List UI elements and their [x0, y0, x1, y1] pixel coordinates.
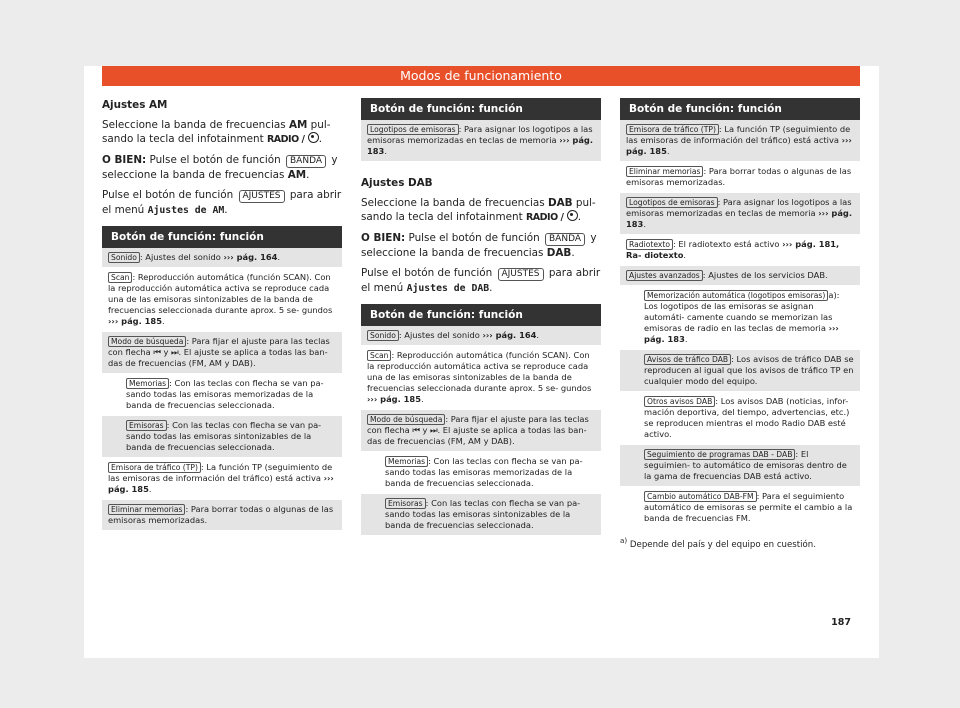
table-rows	[620, 120, 860, 529]
table-row	[620, 445, 860, 487]
function-key-label[interactable]: Sonido	[367, 330, 399, 341]
settings-button[interactable]: AJUSTES	[239, 190, 285, 203]
page-reference[interactable]: ››› pág. 183	[644, 323, 839, 344]
page-number: 187	[831, 617, 851, 628]
function-key-label[interactable]: Emisoras	[385, 498, 426, 509]
row-end-punctuation: .	[683, 250, 687, 260]
media-key-icon	[567, 210, 578, 221]
row-end-punctuation: .	[684, 334, 688, 344]
para-dab-settings: Pulse el botón de función AJUSTES para abrir el menú Ajustes de DAB.	[361, 267, 601, 294]
table-header: Botón de función: función	[361, 98, 601, 120]
table-row	[102, 374, 342, 416]
function-description: : Ajustes del sonido	[139, 252, 221, 262]
row-end-punctuation: .	[536, 330, 540, 340]
function-description: : Para el seguimiento automático de emisoras se permite el cambio a la banda de frecuencias FM.	[644, 491, 853, 523]
function-description: : Para fijar el ajuste para las teclas con flecha ⏮ y ⏭. El ajuste se aplica a todas las ban- das de frecuencias (FM, AM y DAB).	[108, 336, 330, 368]
table-header: Botón de función: función	[620, 98, 860, 120]
table-row	[361, 120, 601, 162]
function-description: : Los avisos de tráfico DAB se reproducen al igual que los avisos de tráfico TP en cualquier modo del equipo.	[644, 354, 854, 386]
function-key-label[interactable]: Avisos de tráfico DAB	[644, 354, 731, 365]
table-row	[361, 326, 601, 346]
function-description: : Ajustes de los servicios DAB.	[702, 270, 828, 280]
page-reference[interactable]: ››› pág. 185	[626, 135, 852, 156]
function-key-label[interactable]: Emisoras	[126, 420, 167, 431]
table-row	[102, 458, 342, 500]
function-table-continued	[361, 98, 601, 162]
function-table-dab	[361, 304, 601, 536]
page-reference[interactable]: ››› pág. 164	[223, 252, 278, 262]
function-key-label[interactable]: Logotipos de emisoras	[367, 124, 459, 135]
para-am-select: Seleccione la banda de frecuencias AM pul- sando la tecla del infotainment RADIO / .	[102, 119, 331, 145]
para-dab-select: Seleccione la banda de frecuencias DAB pul- sando la tecla del infotainment RADIO / .	[361, 197, 596, 223]
function-description: : Con las teclas con flecha se van pa- sando todas las emisoras sintonizables de la banda de frecuencias seleccionada.	[126, 420, 322, 452]
function-key-label[interactable]: Eliminar memorias	[108, 504, 185, 515]
column-middle	[361, 98, 601, 536]
function-key-label[interactable]: Emisora de tráfico (TP)	[108, 462, 201, 473]
function-description: : Para borrar todas o algunas de las emisoras memorizadas.	[108, 504, 334, 525]
heading-dab: Ajustes DAB	[361, 177, 433, 189]
table-rows	[361, 120, 601, 162]
function-key-label[interactable]: Radiotexto	[626, 239, 673, 250]
settings-button[interactable]: AJUSTES	[498, 268, 544, 281]
page-reference[interactable]: ››› pág. 181, Ra- diotexto	[626, 239, 840, 260]
table-row	[620, 162, 860, 193]
function-key-label[interactable]: Memorias	[385, 456, 428, 467]
row-end-punctuation: .	[148, 484, 152, 494]
function-description: : Los avisos DAB (noticias, infor- mación deportiva, del tiempo, advertencias, etc.) se reproducen mientras el modo Radio DAB esté activo.	[644, 396, 850, 439]
para-am-band: O BIEN: Pulse el botón de función BANDA y seleccione la banda de frecuencias AM.	[102, 154, 338, 181]
table-row	[620, 350, 860, 392]
heading-am: Ajustes AM	[102, 99, 168, 111]
function-key-label[interactable]: Memorización automática (logotipos emisoras)	[644, 290, 828, 301]
table-row	[620, 286, 860, 350]
column-left	[102, 98, 342, 531]
function-description: : La función TP (seguimiento de las emisoras de información del tráfico) está activa	[626, 124, 851, 145]
row-end-punctuation: .	[666, 146, 670, 156]
function-description: : Con las teclas con flecha se van pa- sando todas las emisoras memorizadas de la banda de frecuencias seleccionada.	[385, 456, 583, 488]
page-reference[interactable]: ››› pág. 185	[367, 394, 421, 404]
function-description: : El radiotexto está activo	[672, 239, 780, 249]
table-row	[102, 332, 342, 374]
para-am-settings: Pulse el botón de función AJUSTES para abrir el menú Ajustes de AM.	[102, 189, 342, 216]
function-description: a): Los logotipos de las emisoras se asignan automáti- camente cuando se memorizan las emisoras de radio en las teclas de memoria	[644, 290, 840, 333]
function-description: : Reproducción automática (función SCAN). Con la reproducción automática activa se reproduce cada una de las emisoras sintonizables de la banda de frecuencias seleccionada durante aprox. 5 se- gundos	[367, 350, 592, 393]
row-end-punctuation: .	[420, 394, 424, 404]
section-banner: Modos de funcionamiento	[102, 66, 860, 86]
table-row	[361, 346, 601, 410]
band-button[interactable]: BANDA	[286, 155, 326, 168]
page-reference[interactable]: ››› pág. 183	[367, 135, 594, 156]
table-row	[620, 266, 860, 286]
table-rows	[102, 248, 342, 531]
function-description: : Para asignar los logotipos a las emisoras memorizadas en teclas de memoria	[626, 197, 852, 218]
table-row	[102, 416, 342, 458]
function-key-label[interactable]: Seguimiento de programas DAB - DAB	[644, 449, 795, 460]
function-description: : La función TP (seguimiento de las emisoras de información del tráfico) está activa	[108, 462, 333, 483]
table-row	[361, 452, 601, 494]
function-description: : Para asignar los logotipos a las emisoras memorizadas en teclas de memoria	[367, 124, 593, 145]
table-row	[620, 120, 860, 162]
function-key-label[interactable]: Otros avisos DAB	[644, 396, 715, 407]
table-row	[620, 193, 860, 235]
table-row	[620, 392, 860, 445]
manual-page	[84, 66, 879, 658]
page-reference[interactable]: ››› pág. 183	[626, 208, 853, 229]
table-row	[361, 410, 601, 452]
function-description: : Reproducción automática (función SCAN). Con la reproducción automática activa se reproduce cada una de las emisoras sintonizables de la banda de frecuencias seleccionada durante aprox. 5 se- gundos	[108, 272, 333, 315]
function-key-label[interactable]: Modo de búsqueda	[367, 414, 445, 425]
function-key-label[interactable]: Modo de búsqueda	[108, 336, 186, 347]
table-rows	[361, 326, 601, 536]
table-row	[620, 487, 860, 529]
table-header: Botón de función: función	[361, 304, 601, 326]
row-end-punctuation: .	[277, 252, 281, 262]
row-end-punctuation: .	[161, 316, 165, 326]
table-row	[620, 235, 860, 266]
function-description: : El seguimien- to automático de emisoras dentro de la gama de frecuencias DAB está activo.	[644, 449, 847, 481]
page-reference[interactable]: ››› pág. 185	[108, 473, 334, 494]
function-key-label[interactable]: Logotipos de emisoras	[626, 197, 718, 208]
function-description: : Para borrar todas o algunas de las emisoras memorizadas.	[626, 166, 852, 187]
function-key-label[interactable]: Scan	[108, 272, 132, 283]
column-right	[620, 98, 860, 551]
page-reference[interactable]: ››› pág. 164	[482, 330, 537, 340]
table-row	[102, 500, 342, 531]
function-key-label[interactable]: Scan	[367, 350, 391, 361]
function-description: : Para fijar el ajuste para las teclas con flecha ⏮ y ⏭. El ajuste se aplica a todas las ban- das de frecuencias (FM, AM y DAB).	[367, 414, 589, 446]
function-description: : Ajustes del sonido	[398, 330, 480, 340]
table-row	[102, 268, 342, 332]
row-end-punctuation: .	[384, 146, 387, 156]
function-key-label[interactable]: Eliminar memorias	[626, 166, 703, 177]
function-key-label[interactable]: Ajustes avanzados	[626, 270, 703, 281]
band-button[interactable]: BANDA	[545, 233, 585, 246]
table-header: Botón de función: función	[102, 226, 342, 248]
table-row	[102, 248, 342, 268]
function-table-am	[102, 226, 342, 531]
row-end-punctuation: .	[643, 219, 646, 229]
radio-key-icon: RADIO /	[525, 212, 564, 223]
function-key-label[interactable]: Emisora de tráfico (TP)	[626, 124, 719, 135]
table-row	[361, 494, 601, 536]
function-key-label[interactable]: Sonido	[108, 252, 140, 263]
radio-key-icon: RADIO /	[266, 134, 305, 145]
function-table-dab-continued	[620, 98, 860, 529]
function-key-label[interactable]: Cambio automático DAB-FM	[644, 491, 757, 502]
function-key-label[interactable]: Memorias	[126, 378, 169, 389]
footnote: $^{a)}$ Depende del país y del equipo en cuestión.	[620, 536, 816, 550]
media-key-icon	[308, 132, 319, 143]
para-dab-band: O BIEN: Pulse el botón de función BANDA y seleccione la banda de frecuencias DAB.	[361, 232, 597, 259]
function-description: : Con las teclas con flecha se van pa- sando todas las emisoras memorizadas de la banda de frecuencias seleccionada.	[126, 378, 324, 410]
page-reference[interactable]: ››› pág. 185	[108, 316, 162, 326]
function-description: : Con las teclas con flecha se van pa- sando todas las emisoras sintonizables de la banda de frecuencias seleccionada.	[385, 498, 581, 530]
